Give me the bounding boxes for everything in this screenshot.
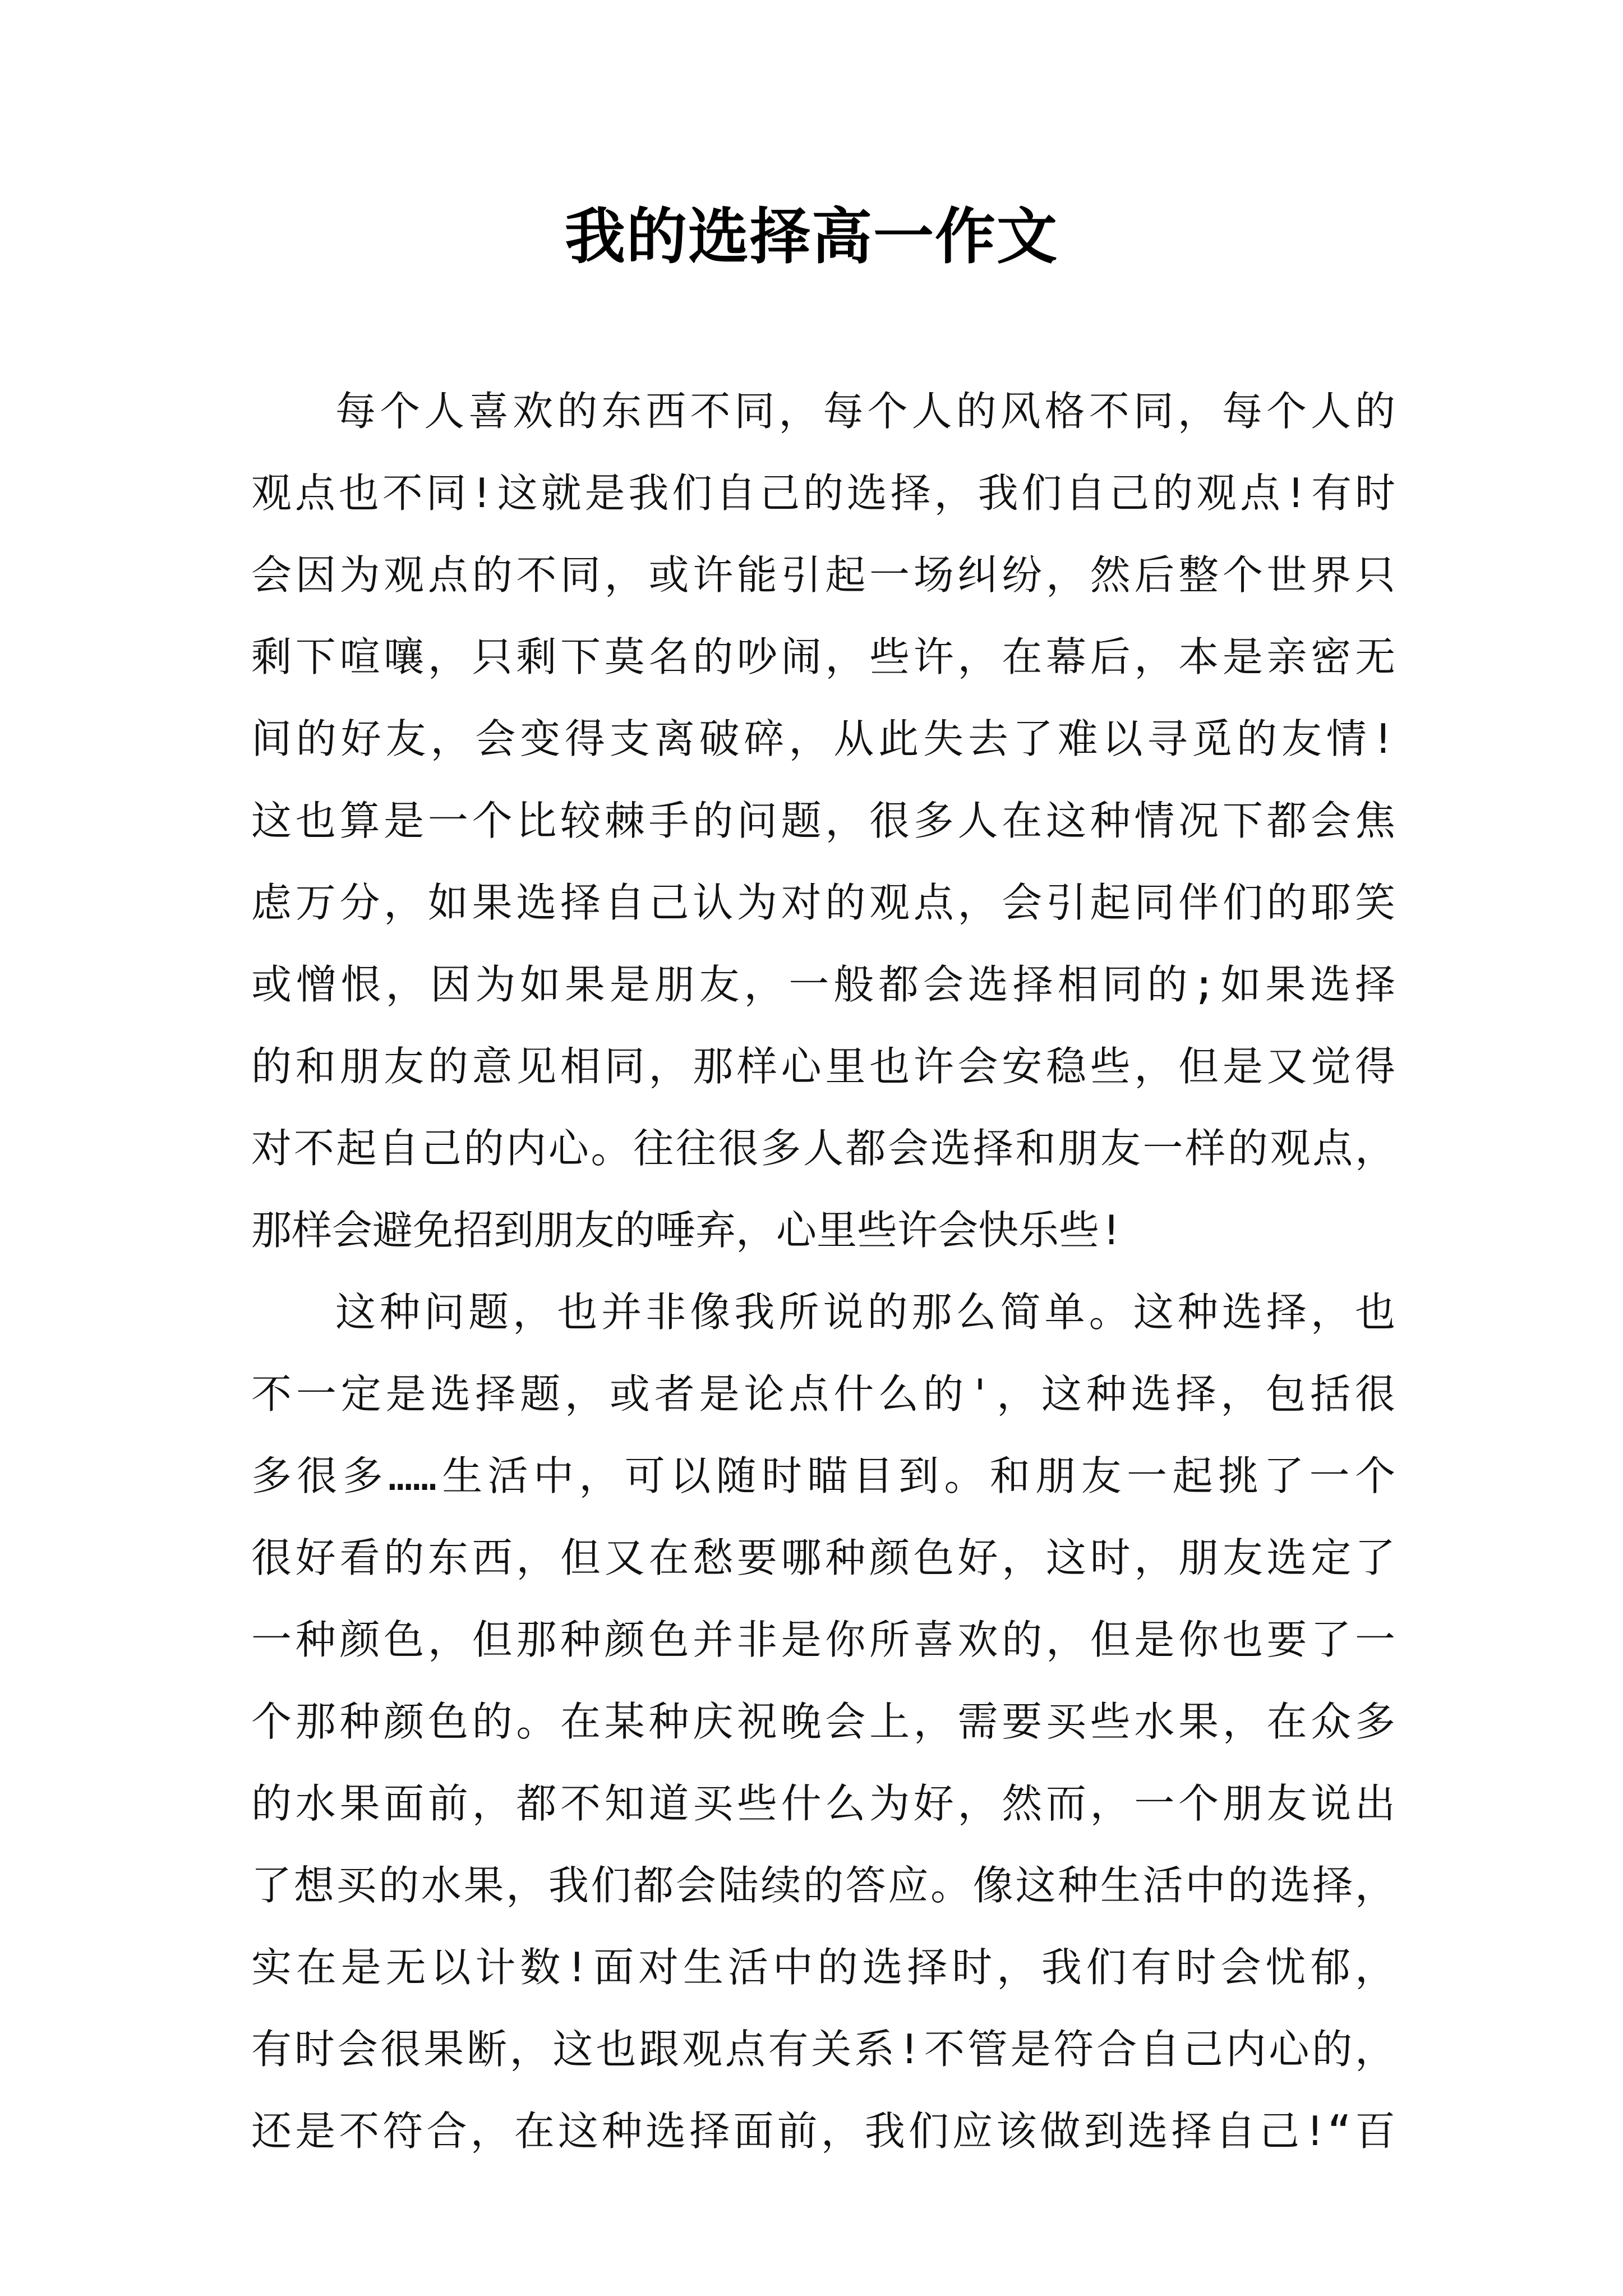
text-line: 不一定是选择题，或者是论点什么的'，这种选择，包括很 xyxy=(251,1370,1395,1418)
text-line: 了想买的水果，我们都会陆续的答应。像这种生活中的选择， xyxy=(251,1862,1395,1909)
text-line: 的水果面前，都不知道买些什么为好，然而，一个朋友说出 xyxy=(251,1780,1395,1827)
text-line: 或憎恨，因为如果是朋友，一般都会选择相同的;如果选择 xyxy=(251,961,1395,1008)
text-line: 还是不符合，在这种选择面前，我们应该做到选择自己!“百 xyxy=(251,2108,1395,2155)
document-title: 我的选择高一作文 xyxy=(564,201,1058,272)
text-line: 很好看的东西，但又在愁要哪种颜色好，这时，朋友选定了 xyxy=(251,1534,1395,1581)
text-line: 这也算是一个比较棘手的问题，很多人在这种情况下都会焦 xyxy=(251,797,1395,844)
text-line: 观点也不同!这就是我们自己的选择，我们自己的观点!有时 xyxy=(251,470,1395,517)
text-line: 一种颜色，但那种颜色并非是你所喜欢的，但是你也要了一 xyxy=(251,1616,1395,1663)
text-line: 对不起自己的内心。往往很多人都会选择和朋友一样的观点， xyxy=(251,1125,1395,1172)
text-line: 多很多……生活中，可以随时瞄目到。和朋友一起挑了一个 xyxy=(251,1452,1395,1499)
text-line: 个那种颜色的。在某种庆祝晚会上，需要买些水果，在众多 xyxy=(251,1698,1395,1745)
paragraph-1 xyxy=(251,370,1395,1271)
text-line: 剩下喧嚷，只剩下莫名的吵闹，些许，在幕后，本是亲密无 xyxy=(251,633,1395,680)
text-line: 实在是无以计数!面对生活中的选择时，我们有时会忧郁， xyxy=(251,1944,1395,1991)
essay-body xyxy=(251,370,1395,2172)
text-line: 那样会避免招到朋友的唾弃，心里些许会快乐些! xyxy=(251,1207,1124,1254)
text-line: 会因为观点的不同，或许能引起一场纠纷，然后整个世界只 xyxy=(251,551,1395,599)
paragraph-2 xyxy=(251,1271,1395,2172)
text-line: 这种问题，也并非像我所说的那么简单。这种选择，也 xyxy=(335,1289,1395,1336)
text-line: 虑万分，如果选择自己认为对的观点，会引起同伴们的耶笑 xyxy=(251,879,1395,926)
text-line: 的和朋友的意见相同，那样心里也许会安稳些，但是又觉得 xyxy=(251,1043,1395,1090)
text-line: 每个人喜欢的东西不同，每个人的风格不同，每个人的 xyxy=(335,388,1395,435)
text-line: 间的好友，会变得支离破碎，从此失去了难以寻觅的友情! xyxy=(251,715,1395,762)
text-line: 有时会很果断，这也跟观点有关系!不管是符合自己内心的， xyxy=(251,2026,1395,2073)
